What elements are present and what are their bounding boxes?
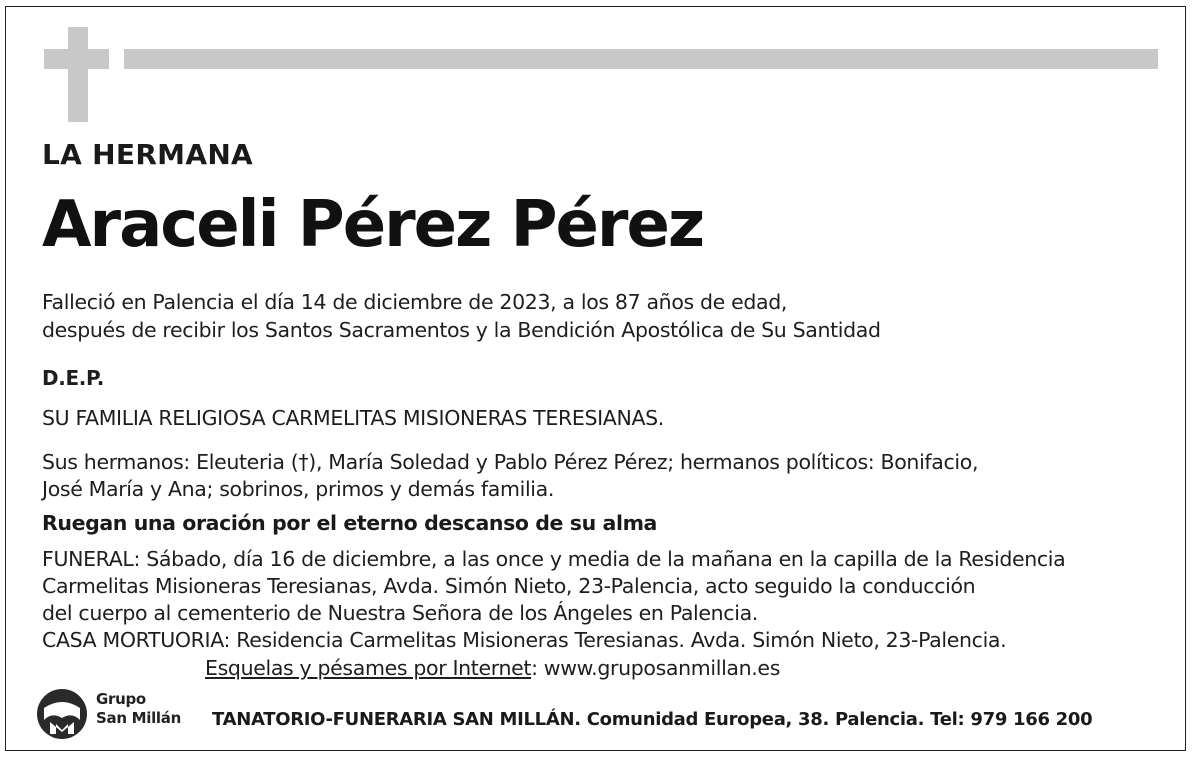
cross-icon xyxy=(68,27,88,122)
cross-icon-arm xyxy=(44,49,109,69)
relation-prefix: LA HERMANA xyxy=(42,138,254,171)
death-line-1: Falleció en Palencia el día 14 de diciembre de 2023, a los 87 años de edad, xyxy=(42,290,788,314)
death-line-2: después de recibir los Santos Sacramentos y la Bendición Apostólica de Su Santidad xyxy=(42,318,881,342)
prayer-line: Ruegan una oración por el eterno descanso de su alma xyxy=(42,511,657,535)
san-millan-logo-icon xyxy=(36,688,88,740)
siblings-line-2: José María y Ana; sobrinos, primos y demás familia. xyxy=(42,477,555,501)
internet-separator: : xyxy=(531,656,544,680)
siblings-line-1: Sus hermanos: Eleuteria (†), María Soledad y Pablo Pérez Pérez; hermanos políticos: Bonifacio, xyxy=(42,450,979,474)
internet-label: Esquelas y pésames por Internet xyxy=(205,656,532,680)
dep-text: D.E.P. xyxy=(42,366,104,390)
logo-wordmark xyxy=(96,690,181,728)
family-line: SU FAMILIA RELIGIOSA CARMELITAS MISIONERAS TERESIANAS. xyxy=(42,406,664,430)
funeral-line-3: del cuerpo al cementerio de Nuestra Señora de los Ángeles en Palencia. xyxy=(42,601,758,625)
logo-line-1: Grupo xyxy=(96,690,146,708)
funeral-line-2: Carmelitas Misioneras Teresianas, Avda. Simón Nieto, 23-Palencia, acto seguido la conducción xyxy=(42,574,976,598)
casa-mortuoria-line: CASA MORTUORIA: Residencia Carmelitas Misioneras Teresianas. Avda. Simón Nieto, 23-Palencia. xyxy=(42,628,1007,652)
funeral-line-1: FUNERAL: Sábado, día 16 de diciembre, a las once y media de la mañana en la capilla de la Residencia xyxy=(42,547,1066,571)
footer-contact: TANATORIO-FUNERARIA SAN MILLÁN. Comunidad Europea, 38. Palencia. Tel: 979 166 200 xyxy=(212,709,1093,730)
header-bar xyxy=(124,49,1158,69)
logo-line-2: San Millán xyxy=(96,709,181,727)
deceased-name: Araceli Pérez Pérez xyxy=(42,188,704,262)
internet-line xyxy=(205,656,780,680)
internet-url-link[interactable]: www.gruposanmillan.es xyxy=(543,656,781,680)
